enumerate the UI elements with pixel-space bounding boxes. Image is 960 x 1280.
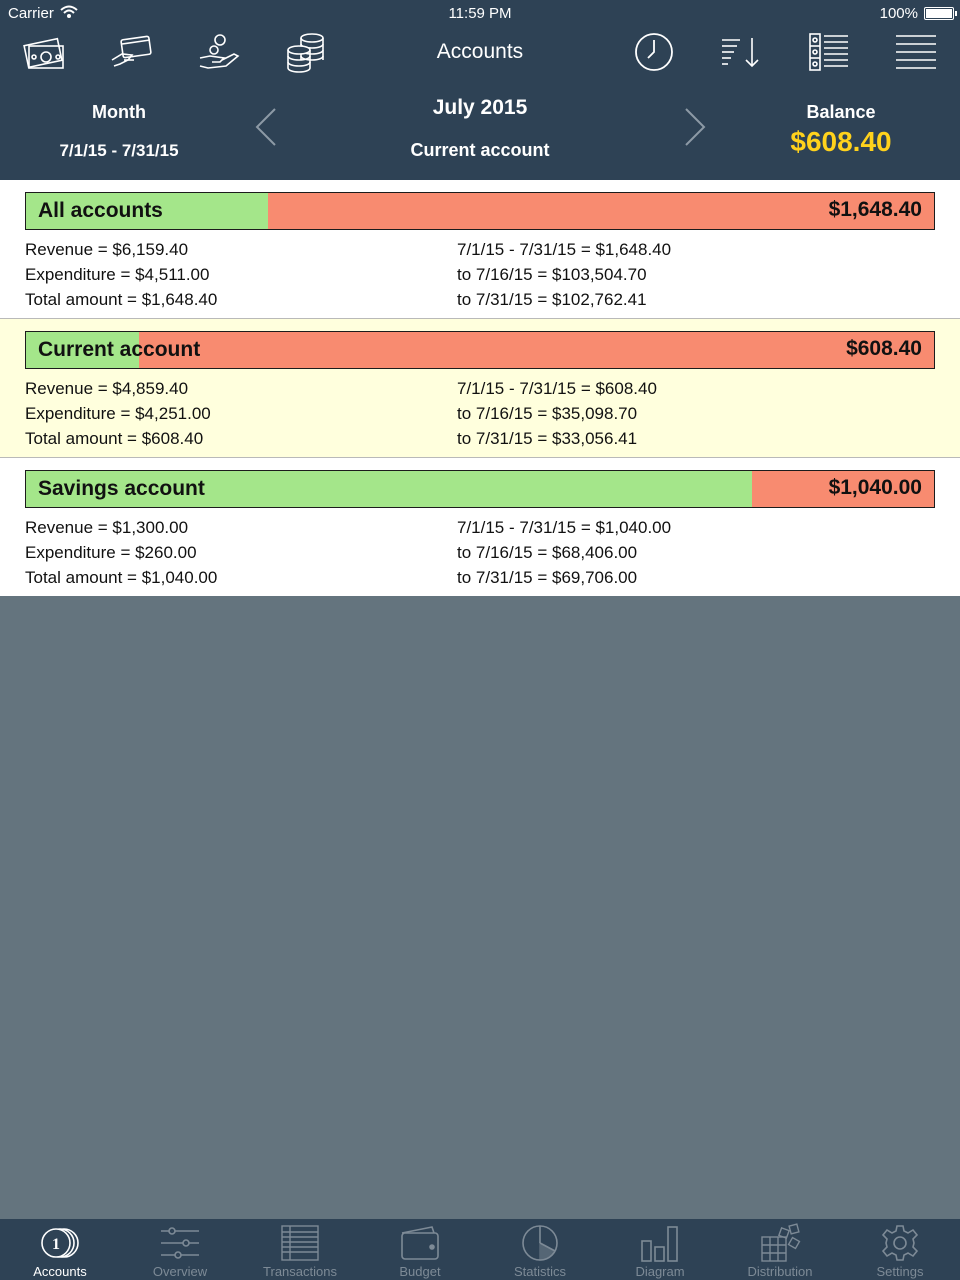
tab-overview[interactable]	[120, 1219, 240, 1280]
top-bar	[0, 0, 960, 180]
total-line: Total amount = $1,040.00	[25, 568, 218, 587]
period-balance-line: 7/1/15 - 7/31/15 = $1,648.40	[457, 240, 672, 259]
tab-label: Settings	[876, 1264, 924, 1279]
account-name: All accounts	[38, 199, 163, 222]
sort-descending-icon[interactable]	[720, 30, 764, 74]
table-icon	[278, 1223, 322, 1263]
account-card-savings[interactable]	[0, 458, 960, 596]
mid-month-balance-line: to 7/16/15 = $68,406.00	[457, 543, 638, 562]
clock-icon[interactable]	[632, 30, 676, 74]
period-type-label[interactable]: Month	[92, 102, 146, 122]
current-month[interactable]: July 2015	[432, 96, 528, 119]
hand-coin-icon[interactable]	[198, 30, 242, 74]
tab-diagram[interactable]	[600, 1219, 720, 1280]
nav-title: Accounts	[436, 40, 524, 63]
balance-value: $608.40	[790, 126, 892, 157]
distribution-icon	[758, 1223, 802, 1263]
list-view-icon[interactable]	[808, 30, 852, 74]
menu-icon[interactable]	[894, 30, 938, 74]
period-balance-line: 7/1/15 - 7/31/15 = $1,040.00	[457, 518, 672, 537]
total-line: Total amount = $608.40	[25, 429, 204, 448]
total-line: Total amount = $1,648.40	[25, 290, 218, 309]
account-bar	[25, 192, 935, 230]
tab-label: Accounts	[33, 1264, 87, 1279]
account-total: $1,040.00	[828, 476, 922, 499]
account-total: $1,648.40	[828, 198, 922, 221]
end-month-balance-line: to 7/31/15 = $33,056.41	[457, 429, 638, 448]
expenditure-line: Expenditure = $4,251.00	[25, 404, 211, 423]
mid-month-balance-line: to 7/16/15 = $103,504.70	[457, 265, 647, 284]
mid-month-balance-line: to 7/16/15 = $35,098.70	[457, 404, 638, 423]
clock: 11:59 PM	[448, 5, 512, 22]
coins-stack-icon[interactable]	[284, 30, 328, 74]
tab-label: Transactions	[263, 1264, 337, 1279]
tab-budget[interactable]	[360, 1219, 480, 1280]
cash-icon[interactable]	[22, 30, 66, 74]
gear-icon	[878, 1223, 922, 1263]
next-period-icon[interactable]	[682, 106, 708, 148]
card-payment-icon[interactable]	[110, 30, 154, 74]
end-month-balance-line: to 7/31/15 = $102,762.41	[457, 290, 647, 309]
period-balance-line: 7/1/15 - 7/31/15 = $608.40	[457, 379, 657, 398]
tab-accounts[interactable]	[0, 1219, 120, 1280]
carrier-label: Carrier	[8, 5, 54, 22]
pie-chart-icon	[518, 1223, 562, 1263]
previous-period-icon[interactable]	[253, 106, 279, 148]
status-bar	[0, 0, 960, 26]
revenue-line: Revenue = $4,859.40	[25, 379, 189, 398]
accounts-icon	[38, 1223, 82, 1263]
end-month-balance-line: to 7/31/15 = $69,706.00	[457, 568, 638, 587]
account-total: $608.40	[846, 337, 922, 360]
revenue-line: Revenue = $6,159.40	[25, 240, 189, 259]
balance-label: Balance	[806, 102, 876, 122]
revenue-line: Revenue = $1,300.00	[25, 518, 189, 537]
selected-account[interactable]: Current account	[410, 140, 550, 160]
period-range: 7/1/15 - 7/31/15	[59, 141, 179, 160]
battery-icon	[924, 7, 954, 20]
tab-label: Diagram	[635, 1264, 685, 1279]
tab-label: Statistics	[513, 1264, 566, 1279]
account-name: Savings account	[38, 477, 205, 500]
bar-chart-icon	[638, 1223, 682, 1263]
wallet-icon	[398, 1223, 442, 1263]
tab-label: Budget	[399, 1264, 441, 1279]
tab-bar	[0, 1219, 960, 1280]
account-card-current[interactable]	[0, 319, 960, 458]
expenditure-line: Expenditure = $4,511.00	[25, 265, 210, 284]
account-card-all[interactable]	[0, 180, 960, 319]
account-bar	[25, 331, 935, 369]
tab-label: Distribution	[747, 1264, 813, 1279]
tab-label: Overview	[152, 1264, 208, 1279]
tab-settings[interactable]	[840, 1219, 960, 1280]
svg-text:1: 1	[52, 1236, 60, 1253]
account-name: Current account	[38, 338, 201, 361]
tab-transactions[interactable]	[240, 1219, 360, 1280]
tab-distribution[interactable]	[720, 1219, 840, 1280]
account-bar	[25, 470, 935, 508]
battery-percentage: 100%	[879, 5, 918, 22]
sliders-icon	[158, 1223, 202, 1263]
tab-statistics[interactable]	[480, 1219, 600, 1280]
expenditure-line: Expenditure = $260.00	[25, 543, 197, 562]
